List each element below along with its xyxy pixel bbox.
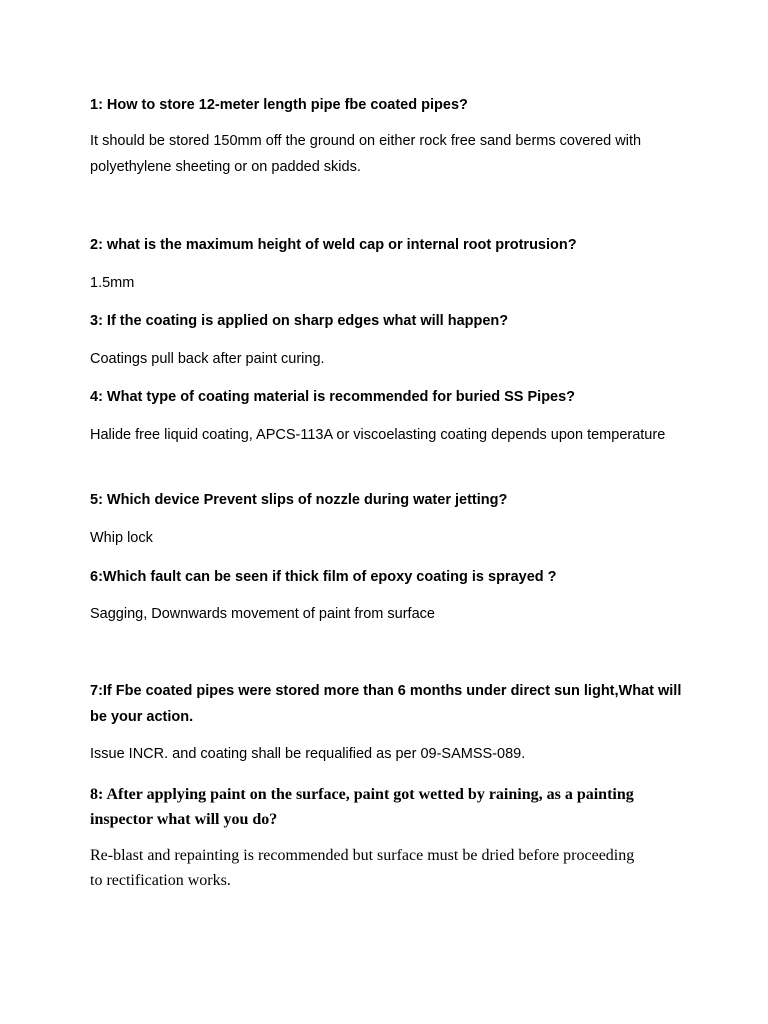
question-7: 7:If Fbe coated pipes were stored more than 6 months under direct sun light,What will be your action. — [90, 683, 682, 725]
answer-1: It should be stored 150mm off the ground on either rock free sand berms covered with polyethylene sheeting or on padded skids. — [90, 133, 642, 175]
answer-6: Sagging, Downwards movement of paint from surface — [90, 606, 435, 622]
question-1: 1: How to store 12-meter length pipe fbe coated pipes? — [90, 97, 468, 113]
answer-5: Whip lock — [90, 530, 153, 546]
answer-8: Re-blast and repainting is recommended but surface must be dried before proceeding to rectification works. — [90, 847, 635, 889]
answer-7: Issue INCR. and coating shall be requalified as per 09-SAMSS-089. — [90, 746, 526, 762]
answer-3: Coatings pull back after paint curing. — [90, 351, 325, 367]
answer-2: 1.5mm — [90, 275, 135, 291]
question-4: 4: What type of coating material is recommended for buried SS Pipes? — [90, 389, 576, 405]
question-3: 3: If the coating is applied on sharp edges what will happen? — [90, 313, 509, 329]
question-2: 2: what is the maximum height of weld cap or internal root protrusion? — [90, 237, 577, 253]
question-8: 8: After applying paint on the surface, paint got wetted by raining, as a painting inspector what will you do? — [90, 786, 634, 828]
answer-4: Halide free liquid coating, APCS-113A or viscoelasting coating depends upon temperature — [90, 427, 666, 443]
question-5: 5: Which device Prevent slips of nozzle during water jetting? — [90, 492, 508, 508]
question-6: 6:Which fault can be seen if thick film of epoxy coating is sprayed ? — [90, 569, 557, 585]
